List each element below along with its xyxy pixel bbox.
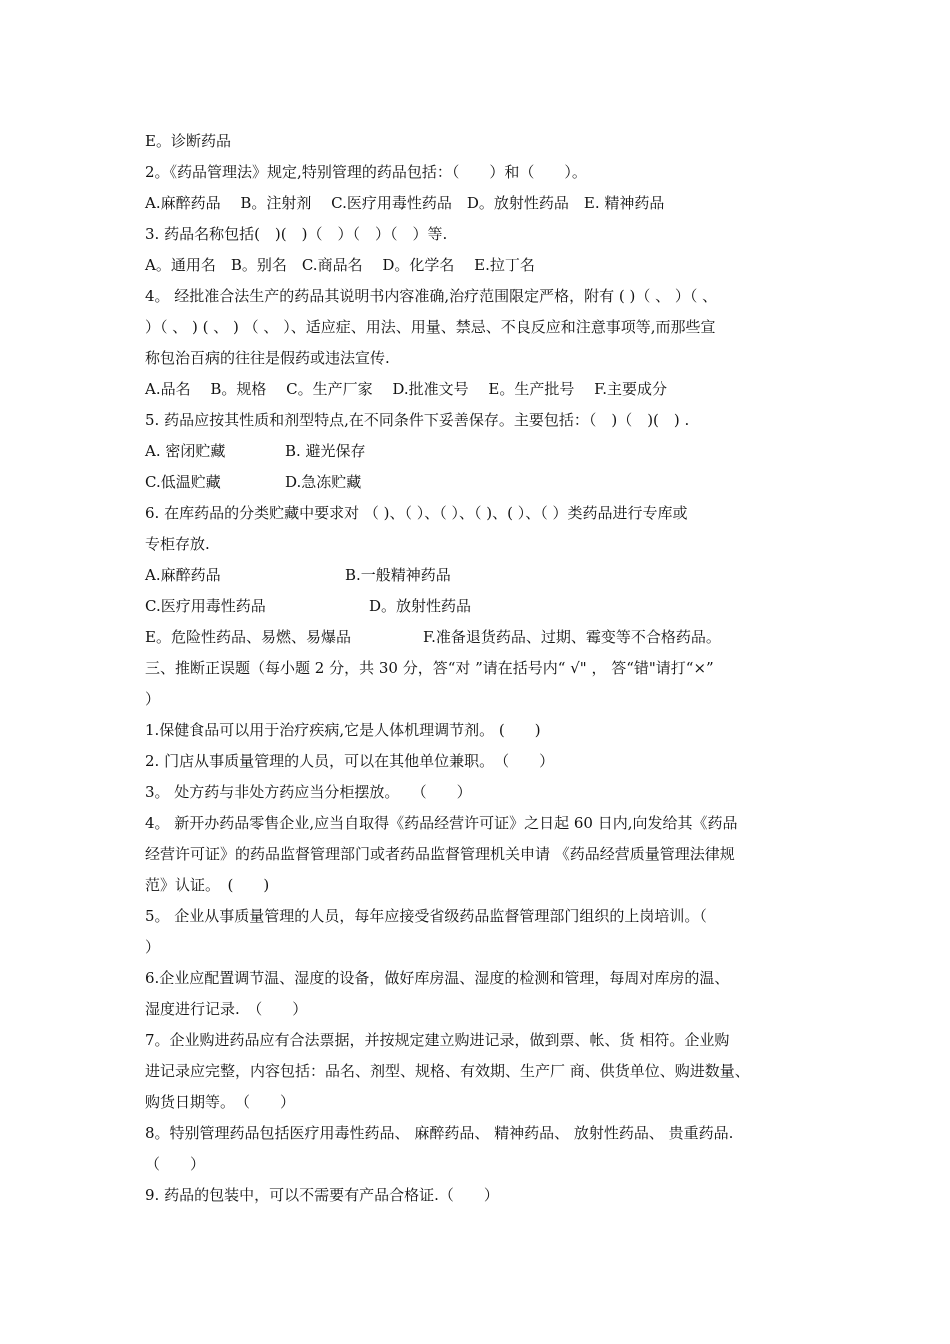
question-2-options: A.麻醉药品 B。注射剂 C.医疗用毒性药品 D。放射性药品 E. 精神药品	[145, 194, 665, 212]
option-b: B.一般精神药品	[345, 566, 451, 584]
tf-question-6-cont: 湿度进行记录. （ ）	[145, 1000, 308, 1018]
question-6: 6. 在库药品的分类贮藏中要求对 （ )、（ ）、（ ）、（ )、( ）、（ ）类药品进行专库或	[145, 504, 688, 522]
question-4: 4。 经批准合法生产的药品其说明书内容准确,治疗范围限定严格，附有 ( )（ 、 ）（ 、	[145, 287, 718, 305]
option-a: A. 密闭贮藏	[145, 442, 226, 460]
option-c: C.医疗用毒性药品	[145, 597, 266, 615]
tf-question-8: 8。特别管理药品包括医疗用毒性药品、 麻醉药品、 精神药品、 放射性药品、 贵重药品.	[145, 1124, 734, 1142]
option-c: C.低温贮藏	[145, 473, 221, 491]
option-a: A.麻醉药品	[145, 566, 221, 584]
tf-question-5: 5。 企业从事质量管理的人员，每年应接受省级药品监督管理部门组织的上岗培训。（	[145, 907, 707, 925]
tf-question-1: 1.保健食品可以用于治疗疾病,它是人体机理调节剂。 ( )	[145, 721, 541, 739]
tf-question-6: 6.企业应配置调节温、湿度的设备，做好库房温、湿度的检测和管理，每周对库房的温、	[145, 969, 730, 987]
tf-question-7-cont: 进记录应完整，内容包括：品名、剂型、规格、有效期、生产厂 商、供货单位、购进数量、	[145, 1062, 750, 1080]
section-three-heading-cont: ）	[145, 690, 161, 708]
question-3-options: A。通用名 B。别名 C.商品名 D。化学名 E.拉丁名	[145, 256, 535, 274]
tf-question-3: 3。 处方药与非处方药应当分柜摆放。 （ ）	[145, 783, 472, 801]
text-line: E。诊断药品	[145, 132, 231, 150]
tf-question-9: 9. 药品的包装中，可以不需要有产品合格证.（ ）	[145, 1186, 499, 1204]
question-4-cont: 称包治百病的往往是假药或违法宣传.	[145, 349, 390, 367]
tf-question-2: 2. 门店从事质量管理的人员，可以在其他单位兼职。 （ ）	[145, 752, 555, 770]
tf-question-4-cont: 经营许可证》的药品监督管理部门或者药品监督管理机关申请 《药品经营质量管理法律规	[145, 845, 735, 863]
tf-question-4: 4。 新开办药品零售企业,应当自取得《药品经营许可证》之日起 60 日内,向发给其《药品	[145, 814, 738, 832]
option-e: E。危险性药品、易燃、易爆品	[145, 628, 351, 646]
tf-question-7: 7。企业购进药品应有合法票据，并按规定建立购进记录，做到票、帐、货 相符。企业购	[145, 1031, 730, 1049]
question-6-options-row	[145, 622, 825, 653]
section-three-heading: 三、推断正误题（每小题 2 分，共 30 分，答“对 ”请在括号内“ √" ， 答“错"请打“×”	[145, 659, 714, 677]
question-5-options-row	[145, 436, 825, 467]
option-d: D。放射性药品	[369, 597, 472, 615]
question-4-cont: ）（ 、 ) ( 、 ) （ 、 ）、适应症、用法、用量、禁忌、不良反应和注意事项等,而那些宣	[145, 318, 716, 336]
question-5: 5. 药品应按其性质和剂型特点,在不同条件下妥善保存。主要包括：（ )（ )( ) .	[145, 411, 690, 429]
tf-question-8-cont: （ ）	[145, 1155, 206, 1173]
document-body	[145, 126, 825, 1211]
option-d: D.急冻贮藏	[285, 473, 362, 491]
option-b: B. 避光保存	[285, 442, 366, 460]
question-6-options-row	[145, 591, 825, 622]
question-3: 3. 药品名称包括( )( )（ ）（ ）（ ）等.	[145, 225, 448, 243]
tf-question-7-cont: 购货日期等。 （ ）	[145, 1093, 296, 1111]
question-6-cont: 专柜存放.	[145, 535, 210, 553]
tf-question-4-cont: 范》认证。 ( )	[145, 876, 270, 894]
tf-question-5-cont: ）	[145, 938, 161, 956]
question-4-options: A.品名 B。规格 C。生产厂家 D.批准文号 E。生产批号 F.主要成分	[145, 380, 667, 398]
question-6-options-row	[145, 560, 825, 591]
option-f: F.准备退货药品、过期、霉变等不合格药品。	[423, 628, 721, 646]
question-5-options-row	[145, 467, 825, 498]
question-2: 2。《药品管理法》规定,特别管理的药品包括：（ ）和（ ）。	[145, 163, 587, 181]
